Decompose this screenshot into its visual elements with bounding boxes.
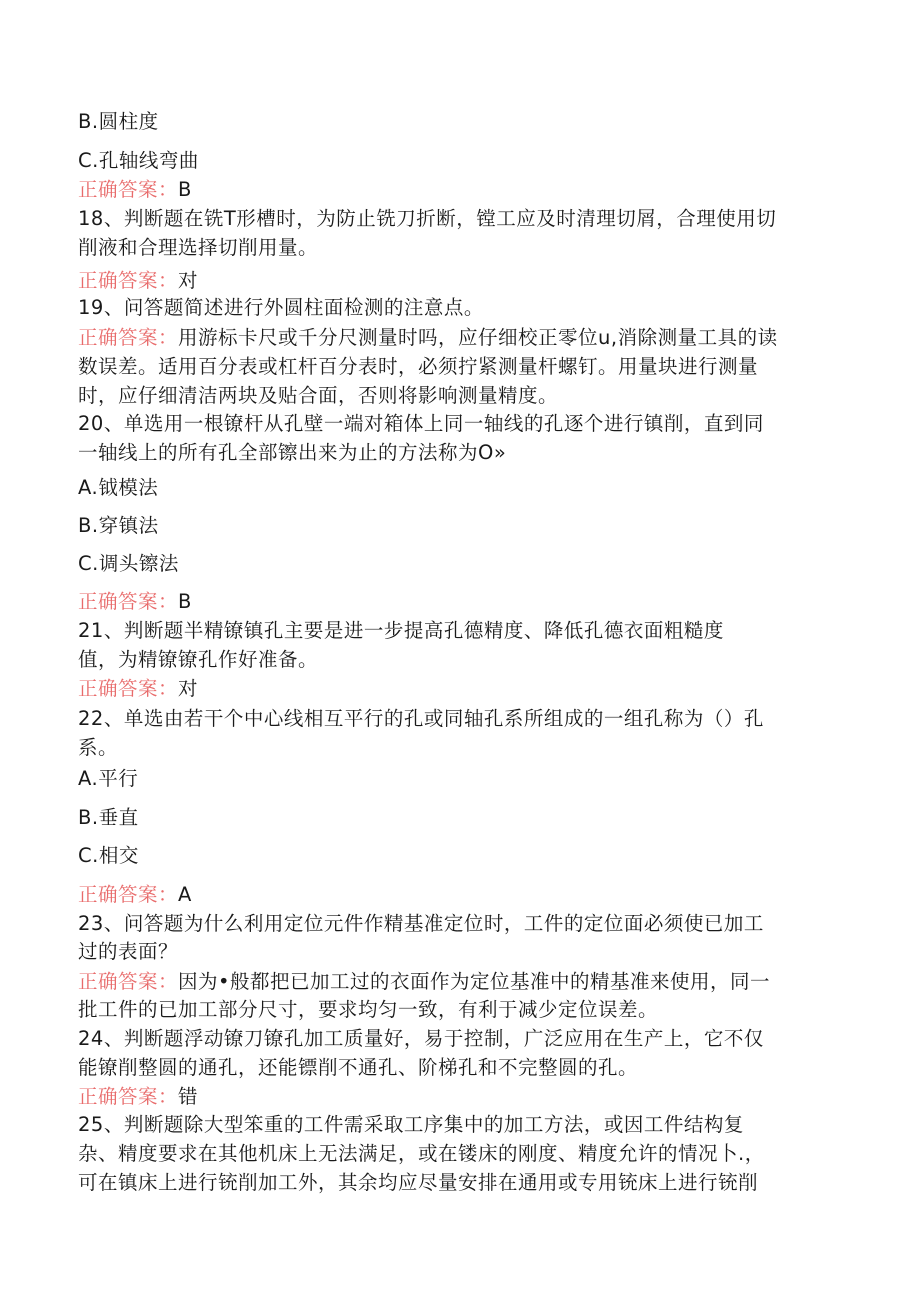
question-25: 25、判断题除大型笨重的工件需采取工序集中的加工方法，或因工件结构复 [78, 1113, 744, 1136]
question-21: 21、判断题半精镣镇孔主要是进一步提高孔德精度、降低孔德衣面粗糙度 [78, 619, 724, 642]
option-c: C.调头镲法 [78, 552, 179, 575]
answer-line: 正确答案：用游标卡尺或千分尺测量时吗，应仔细校正零位u,消除测量工具的读 [78, 326, 778, 349]
option-a: A.钺模法 [78, 476, 159, 499]
answer-cont: 批工件的已加工部分尺寸，要求均匀一致，有利于减少定位误差。 [78, 998, 659, 1021]
answer-line: 正确答案：A [78, 883, 192, 906]
question-23-cont: 过的表面？ [78, 940, 179, 963]
question-25-cont: 杂、精度要求在其他机床上无法满足，或在镂床的刚度、精度允许的情况卜.， [78, 1142, 765, 1165]
question-20: 20、单选用一根镣杆从孔壁一端对箱体上同一轴线的孔逐个进行镇削，直到同 [78, 412, 764, 435]
option-b: B.圆柱度 [78, 110, 159, 133]
question-22-cont: 系。 [78, 736, 119, 759]
option-c: C.孔轴线弯曲 [78, 149, 199, 172]
question-18-cont: 削液和合理选择切削用量。 [78, 236, 319, 259]
answer-line: 正确答案：错 [78, 1085, 199, 1108]
answer-line: 正确答案：对 [78, 269, 199, 292]
question-18: 18、判断题在铣T形槽时，为防止铣刀折断，镗工应及时清理切屑，合理使用切 [78, 207, 777, 230]
question-25-cont: 可在镇床上进行铳削加工外，其余均应尽量安排在通用或专用铳床上进行铳削 [78, 1171, 759, 1194]
question-22: 22、单选由若干个中心线相互平行的孔或同轴孔系所组成的一组孔称为（）孔 [78, 707, 764, 730]
question-21-cont: 值，为精镣镣孔作好准备。 [78, 648, 319, 671]
option-a: A.平行 [78, 767, 139, 790]
option-b: B.垂直 [78, 806, 139, 829]
answer-line: 正确答案：B [78, 178, 192, 201]
option-c: C.相交 [78, 844, 139, 867]
question-24: 24、判断题浮动镣刀镣孔加工质量好，易于控制，广泛应用在生产上，它不仅 [78, 1027, 764, 1050]
answer-line: 正确答案：因为•般都把已加工过的衣面作为定位基准中的精基准来使用，同一 [78, 970, 771, 993]
question-20-cont: 一轴线上的所有孔全部镲出来为止的方法称为O» [78, 441, 507, 464]
answer-cont: 数误差。适用百分表或杠杆百分表时，必须拧紧测量杆螺钉。用量块进行测量 [78, 355, 759, 378]
option-b: B.穿镇法 [78, 514, 159, 537]
answer-line: 正确答案：对 [78, 677, 199, 700]
answer-line: 正确答案：B [78, 590, 192, 613]
question-23: 23、问答题为什么利用定位元件作精基准定位时，工件的定位面必须使已加工 [78, 912, 764, 935]
answer-cont: 时，应仔细清洁两块及贴合面，否则将影响测量精度。 [78, 384, 559, 407]
question-19: 19、问答题简述进行外圆柱面检测的注意点。 [78, 296, 484, 319]
question-24-cont: 能镣削整圆的通孔，还能镖削不通孔、阶梯孔和不完整圆的孔。 [78, 1056, 639, 1079]
